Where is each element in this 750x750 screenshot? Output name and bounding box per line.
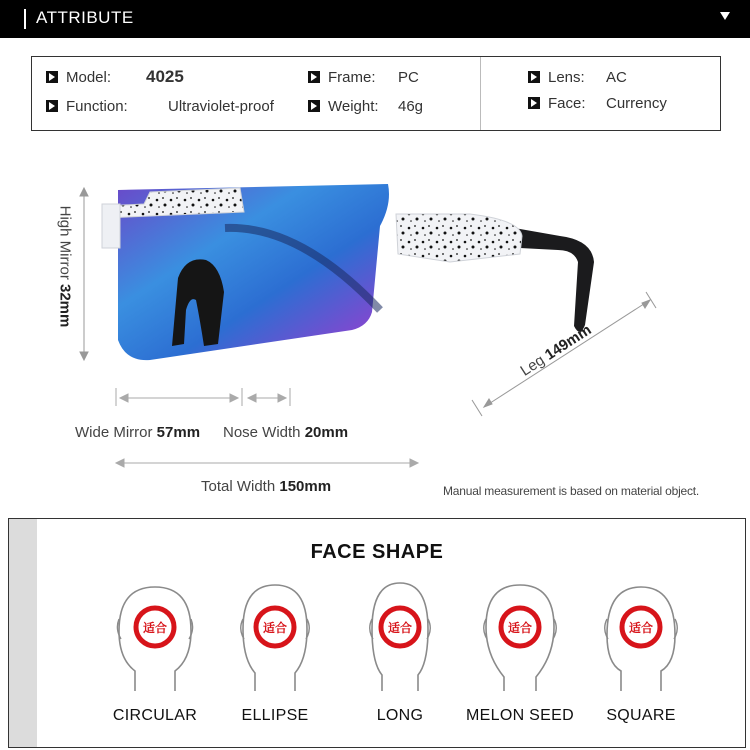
nose-width-dimension [223,424,348,441]
face-shape-item [345,579,455,725]
face-shape-title: FACE SHAPE [310,541,444,563]
attr-frame-label: Frame: [328,69,376,86]
face-shape-item [100,579,210,725]
attr-weight-value: 46g [398,98,424,115]
attr-face-value: Currency [606,95,667,112]
attr-frame [308,69,419,86]
attr-function-value: Ultraviolet-proof [168,98,274,115]
face-shape-label: CIRCULAR [112,707,198,724]
bullet-icon [46,100,58,112]
face-shape-panel [8,518,746,748]
attr-function-label: Function: [66,98,128,115]
attr-weight [308,98,424,115]
measurement-note: Manual measurement is based on material object. [443,484,700,498]
wide-mirror-arrow [116,388,242,406]
face-shape-item [465,579,575,725]
attr-model-label: Model: [66,69,112,86]
caret-down-icon[interactable] [720,12,730,20]
attr-frame-value: PC [398,69,419,86]
face-shape-item [220,579,330,725]
bullet-icon [308,100,320,112]
total-width-dimension [201,478,331,495]
face-shape-label: SQUARE [606,707,676,724]
total-width-label: Total Width [201,478,276,495]
attribute-divider [480,57,481,130]
attr-face [528,95,667,112]
frame-side [102,204,120,248]
nose-width-value: 20mm [304,424,349,441]
frame-hinge [396,214,522,262]
bullet-icon [46,71,58,83]
badge-text: 适合 [387,621,413,635]
badge-text: 适合 [142,621,168,635]
high-mirror-value: 32mm [56,284,74,328]
badge-text: 适合 [262,621,288,635]
attr-function [46,98,274,115]
wide-mirror-dimension [75,424,200,441]
attr-weight-label: Weight: [328,98,379,115]
leg-label: Leg [517,351,548,380]
nose-width-label: Nose Width [223,424,301,441]
attr-model-value: 4025 [146,67,184,86]
attr-lens [528,69,627,86]
head-square-icon [599,579,683,699]
high-mirror-label: High Mirror [56,205,74,280]
wide-mirror-label: Wide Mirror [75,424,153,441]
header-divider [24,9,26,29]
attr-face-label: Face: [548,95,586,112]
bullet-icon [528,71,540,83]
badge-text: 适合 [507,621,533,635]
head-long-icon [358,579,442,699]
attr-lens-value: AC [606,69,627,86]
bullet-icon [528,97,540,109]
head-circular-icon [113,579,197,699]
attr-model [46,67,184,86]
total-width-value: 150mm [279,478,332,495]
face-shape-label: MELON SEED [466,707,574,724]
head-melon-seed-icon [478,579,562,699]
total-width-arrow [116,459,418,467]
wide-mirror-value: 57mm [156,424,201,441]
attribute-table [31,56,721,131]
face-shape-label: LONG [376,707,424,724]
leg-value: 149mm [541,321,595,364]
sunglasses-image [0,140,750,510]
face-shape-label: ELLIPSE [241,707,309,724]
badge-text: 适合 [628,621,654,635]
attribute-header[interactable] [0,0,750,38]
nose-width-arrow [248,388,290,406]
high-mirror-dimension [48,200,80,350]
header-title: ATTRIBUTE [36,8,134,27]
attr-lens-label: Lens: [548,69,585,86]
head-ellipse-icon [233,579,317,699]
high-mirror-arrow [80,188,88,360]
face-shape-item [586,579,696,725]
bullet-icon [308,71,320,83]
